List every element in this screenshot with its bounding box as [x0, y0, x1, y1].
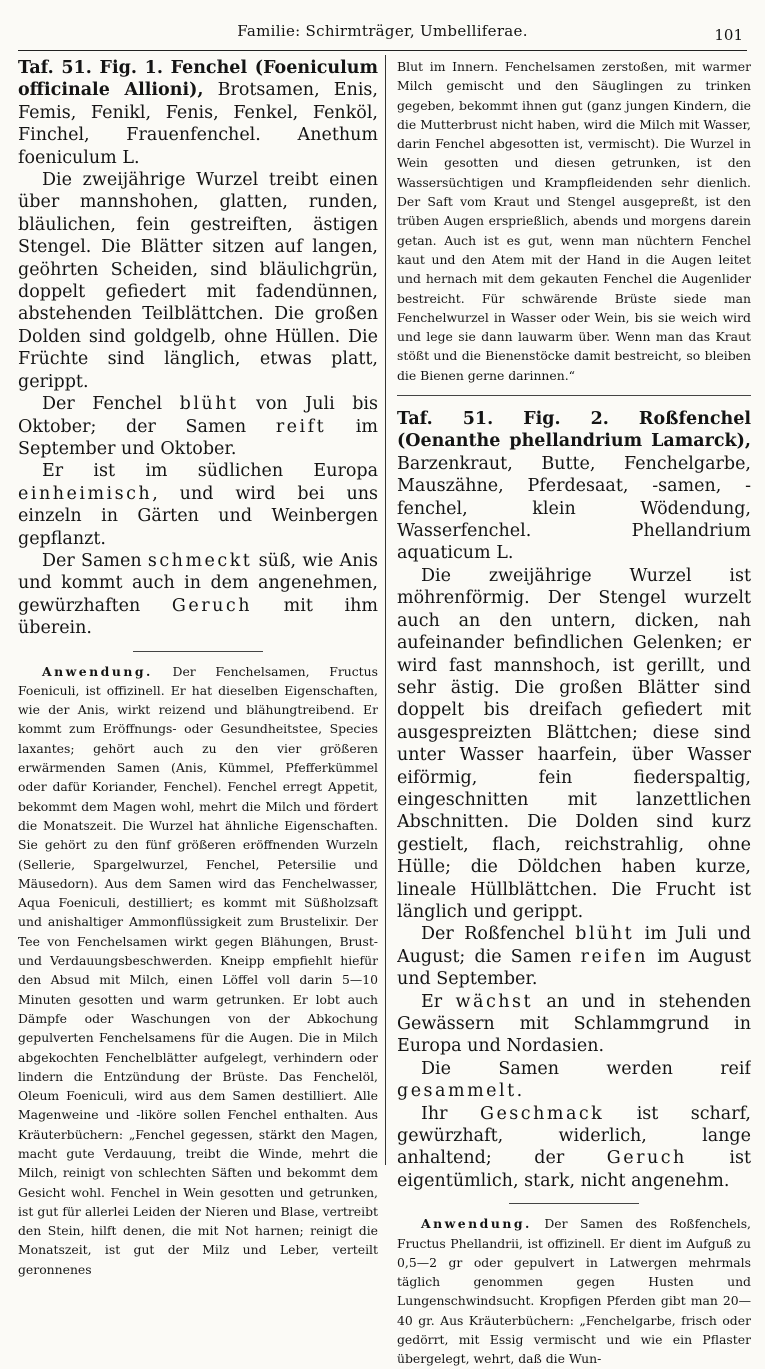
spaced-term: einheimisch: [18, 483, 153, 504]
text-run: ist eigentümlich, stark, nicht angenehm.: [397, 1148, 751, 1191]
spaced-term: blüht: [179, 394, 239, 415]
text-run: von Juli bis Oktober; der Samen: [18, 394, 378, 437]
section-rule: [133, 651, 263, 652]
right-column: [397, 57, 751, 1369]
horse-fennel-habitat: [397, 991, 751, 1058]
text-run: Ihr: [421, 1103, 480, 1124]
text-run: im August und September.: [397, 946, 751, 990]
page-header: [18, 0, 747, 51]
fennel-heading-paragraph: [18, 57, 378, 169]
text-run: im Juli und August; die Samen: [397, 924, 751, 967]
text-run: süß, wie Anis und kommt auch in dem angenehmen, gewürzhaften: [18, 550, 378, 616]
text-run: Der Roßfenchel: [421, 924, 576, 945]
horse-fennel-synonyms: Barzenkraut, Butte, Fenchelgarbe, Mauszähne, Pferdesaat, -samen, -fenchel, klein Wödendung, Wasserfenchel. Phellandrium aquaticum L.: [397, 453, 751, 564]
horse-fennel-taste: [397, 1103, 751, 1193]
horse-fennel-description: Die zweijährige Wurzel ist möhrenförmig. Der Stengel wurzelt auch an den untern, dicken, nah aufeinander befindlichen Gelenken; er wird fast mannshoch, ist gerillt, und sehr ästig. Die großen Blätter sind doppelt bis dreifach gefiedert mit ausgespreizten Blättchen; diese sind unter Wasser haarfein, über Wasser eiförmig, fein fiederspaltig, eingeschnitten mit lanzettlichen Abschnitten. Die Dolden sind kurz gestielt, flach, reichstrahlig, ohne Hülle; die Döldchen haben kurze, lineale Hüllblättchen. Die Frucht ist länglich und gerippt.: [397, 565, 751, 922]
section-rule: [509, 1203, 639, 1204]
text-run: an und in stehenden Gewässern mit Schlammgrund in Europa und Nordasien.: [397, 991, 751, 1057]
fennel-usage-continued: Blut im Innern. Fenchelsamen zerstoßen, mit warmer Milch gemischt und den Säuglingen zu trinken gegeben, bekommt ihnen gut (ganz jungen Kindern, die die Mutterbrust nicht haben, wird die Milch mit Wasser, darin Fenchel abgesotten ist, vermischt). Die Wurzel in Wein gesotten und diesen getrunken, ist den Wassersüchtigen und Krampfleidenden sehr dienlich. Der Saft vom Kraut und Stengel ausgepreßt, ist den trüben Augen ersprießlich, abends und morgens darein getan. Auch ist es gut, wenn man nüchtern Fenchel kaut und den Atem mit der Hand in die Augen leitet und hernach mit dem gekauten Fenchel die Augenlider bestreicht. Für schwärende Brüste siede man Fenchelwurzel in Wasser oder Wein, bis sie weich wird und lege sie dann lauwarm über. Wenn man das Kraut stößt und die Bienenstöcke damit bestreicht, so bleiben die Bienen gerne darinnen.“: [397, 59, 751, 383]
horse-fennel-harvest: [397, 1058, 751, 1103]
text-run: mit ihm überein.: [18, 595, 378, 639]
usage-heading: Anwendung.: [42, 663, 153, 679]
spaced-term: wächst: [455, 991, 534, 1012]
fennel-usage: [18, 662, 378, 1280]
column-divider: [385, 55, 386, 1165]
spaced-term: Geruch: [606, 1148, 687, 1169]
fennel-heading: Taf. 51. Fig. 1. Fenchel (Foeniculum officinale Allioni),: [18, 58, 378, 101]
usage-text: Der Samen des Roßfenchels, Fructus Phellandrii, ist offizinell. Er dient im Aufguß zu 0,5—2 gr oder gepulvert in Latwergen mehrmals täglich genommen gegen Husten und Lungenschwindsucht. Kropfigen Pferden gibt man 20—40 gr. Aus Kräuterbüchern: „Fenchelgarbe, frisch oder gedörrt, mit Essig vermischt und wie ein Pflaster übergelegt, wehrt, daß die Wun-: [397, 1216, 751, 1367]
spaced-term: schmeckt: [147, 550, 253, 571]
text-run: Er ist im südlichen Europa: [42, 461, 378, 482]
left-column: [18, 57, 378, 1279]
section-rule: [397, 395, 751, 396]
spaced-term: Geruch: [171, 595, 252, 616]
usage-text: Der Fenchelsamen, Fructus Foeniculi, ist offizinell. Er hat dieselben Eigenschaften, wie der Anis, wirkt reizend und blähungtreibend. Er kommt zum Eröffnungs- oder Gesundheitstee, Species laxantes; gehört auch zu den vier größeren erwärmenden Samen (Anis, Kümmel, Pfefferkümmel oder dafür Koriander, Fenchel). Fenchel erregt Appetit, bekommt dem Magen wohl, mehrt die Milch und fördert die Monatszeit. Die Wurzel hat ähnliche Eigenschaften. Sie gehört zu den fünf größeren eröffnenden Wurzeln (Sellerie, Spargelwurzel, Fenchel, Petersilie und Mäusedorn). Aus dem Samen wird das Fenchelwasser, Aqua Foeniculi, destilliert; es kommt mit Süßholzsaft und anishaltiger Ammonflüssigkeit zum Brustelixir. Der Tee von Fenchelsamen wirkt gegen Blähungen, Brust- und Verdauungsbeschwerden. Kneipp empfiehlt hiefür den Absud mit Milch, einen Löffel voll darin 5—10 Minuten gesotten und warm getrunken. Er lobt auch Dämpfe oder Waschungen von der Abkochung gepulverten Fenchelsamens für die Augen. Die in Milch abgekochten Fenchelblätter aufgelegt, verhindern oder lindern die Entzündung der Brüste. Das Fenchelöl, Oleum Foeniculi, wird aus dem Samen destilliert. Alle Magenweine und -liköre sollen Fenchel enthalten. Aus Kräuterbüchern: „Fenchel gegessen, stärkt den Magen, macht gute Verdauung, treibt die Winde, mehrt die Milch, reinigt von schlechten Säften und bekommt dem Gesicht wohl. Fenchel in Wein gesotten und getrunken, ist gut für allerlei Leiden der Nieren und Blase, vertreibt den Stein, hilft denen, die mit Not harnen; reinigt die Monatszeit, ist gut der Milz und Leber, verteilt geronnenes: [18, 663, 378, 1277]
fennel-taste: [18, 550, 378, 640]
horse-fennel-flowering: [397, 923, 751, 990]
fennel-synonyms: Brotsamen, Enis, Femis, Fenikl, Fenis, Fenkel, Fenköl, Finchel, Frauenfenchel. Anethum foeniculum L.: [18, 80, 378, 168]
horse-fennel-usage: [397, 1214, 751, 1368]
text-run: .: [516, 1081, 523, 1102]
spaced-term: reift: [275, 416, 327, 437]
text-run: ist scharf, gewürzhaft, widerlich, lange anhaltend; der: [397, 1103, 751, 1169]
text-run: im September und Oktober.: [18, 416, 378, 459]
fennel-flowering: [18, 393, 378, 460]
spaced-term: Geschmack: [479, 1103, 605, 1124]
usage-heading: Anwendung.: [421, 1216, 532, 1232]
horse-fennel-heading: Taf. 51. Fig. 2. Roßfenchel (Oenanthe phellandrium Lamarck),: [397, 409, 751, 452]
fennel-description: Die zweijährige Wurzel treibt einen über mannshohen, glatten, runden, bläulichen, fein gestreiften, ästigen Stengel. Die Blätter sitzen auf langen, geöhrten Scheiden, sind bläulichgrün, doppelt gefiedert mit fadendünnen, abstehenden Teilblättchen. Die großen Dolden sind goldgelb, ohne Hüllen. Die Früchte sind länglich, etwas platt, gerippt.: [18, 170, 378, 392]
spaced-term: reifen: [580, 946, 649, 967]
text-run: , und wird bei uns einzeln in Gärten und Weinbergen gepflanzt.: [18, 483, 378, 549]
page-number: 101: [714, 26, 743, 44]
text-run: Der Fenchel: [42, 394, 180, 415]
text-run: Er: [421, 991, 456, 1012]
running-title: Familie: Schirmträger, Umbelliferae.: [237, 22, 528, 40]
horse-fennel-heading-paragraph: [397, 408, 751, 565]
text-run: Die Samen werden reif: [421, 1058, 751, 1079]
spaced-term: gesammelt: [397, 1081, 517, 1102]
spaced-term: blüht: [575, 924, 635, 945]
fennel-habitat: [18, 460, 378, 550]
text-run: Der Samen: [42, 550, 148, 571]
